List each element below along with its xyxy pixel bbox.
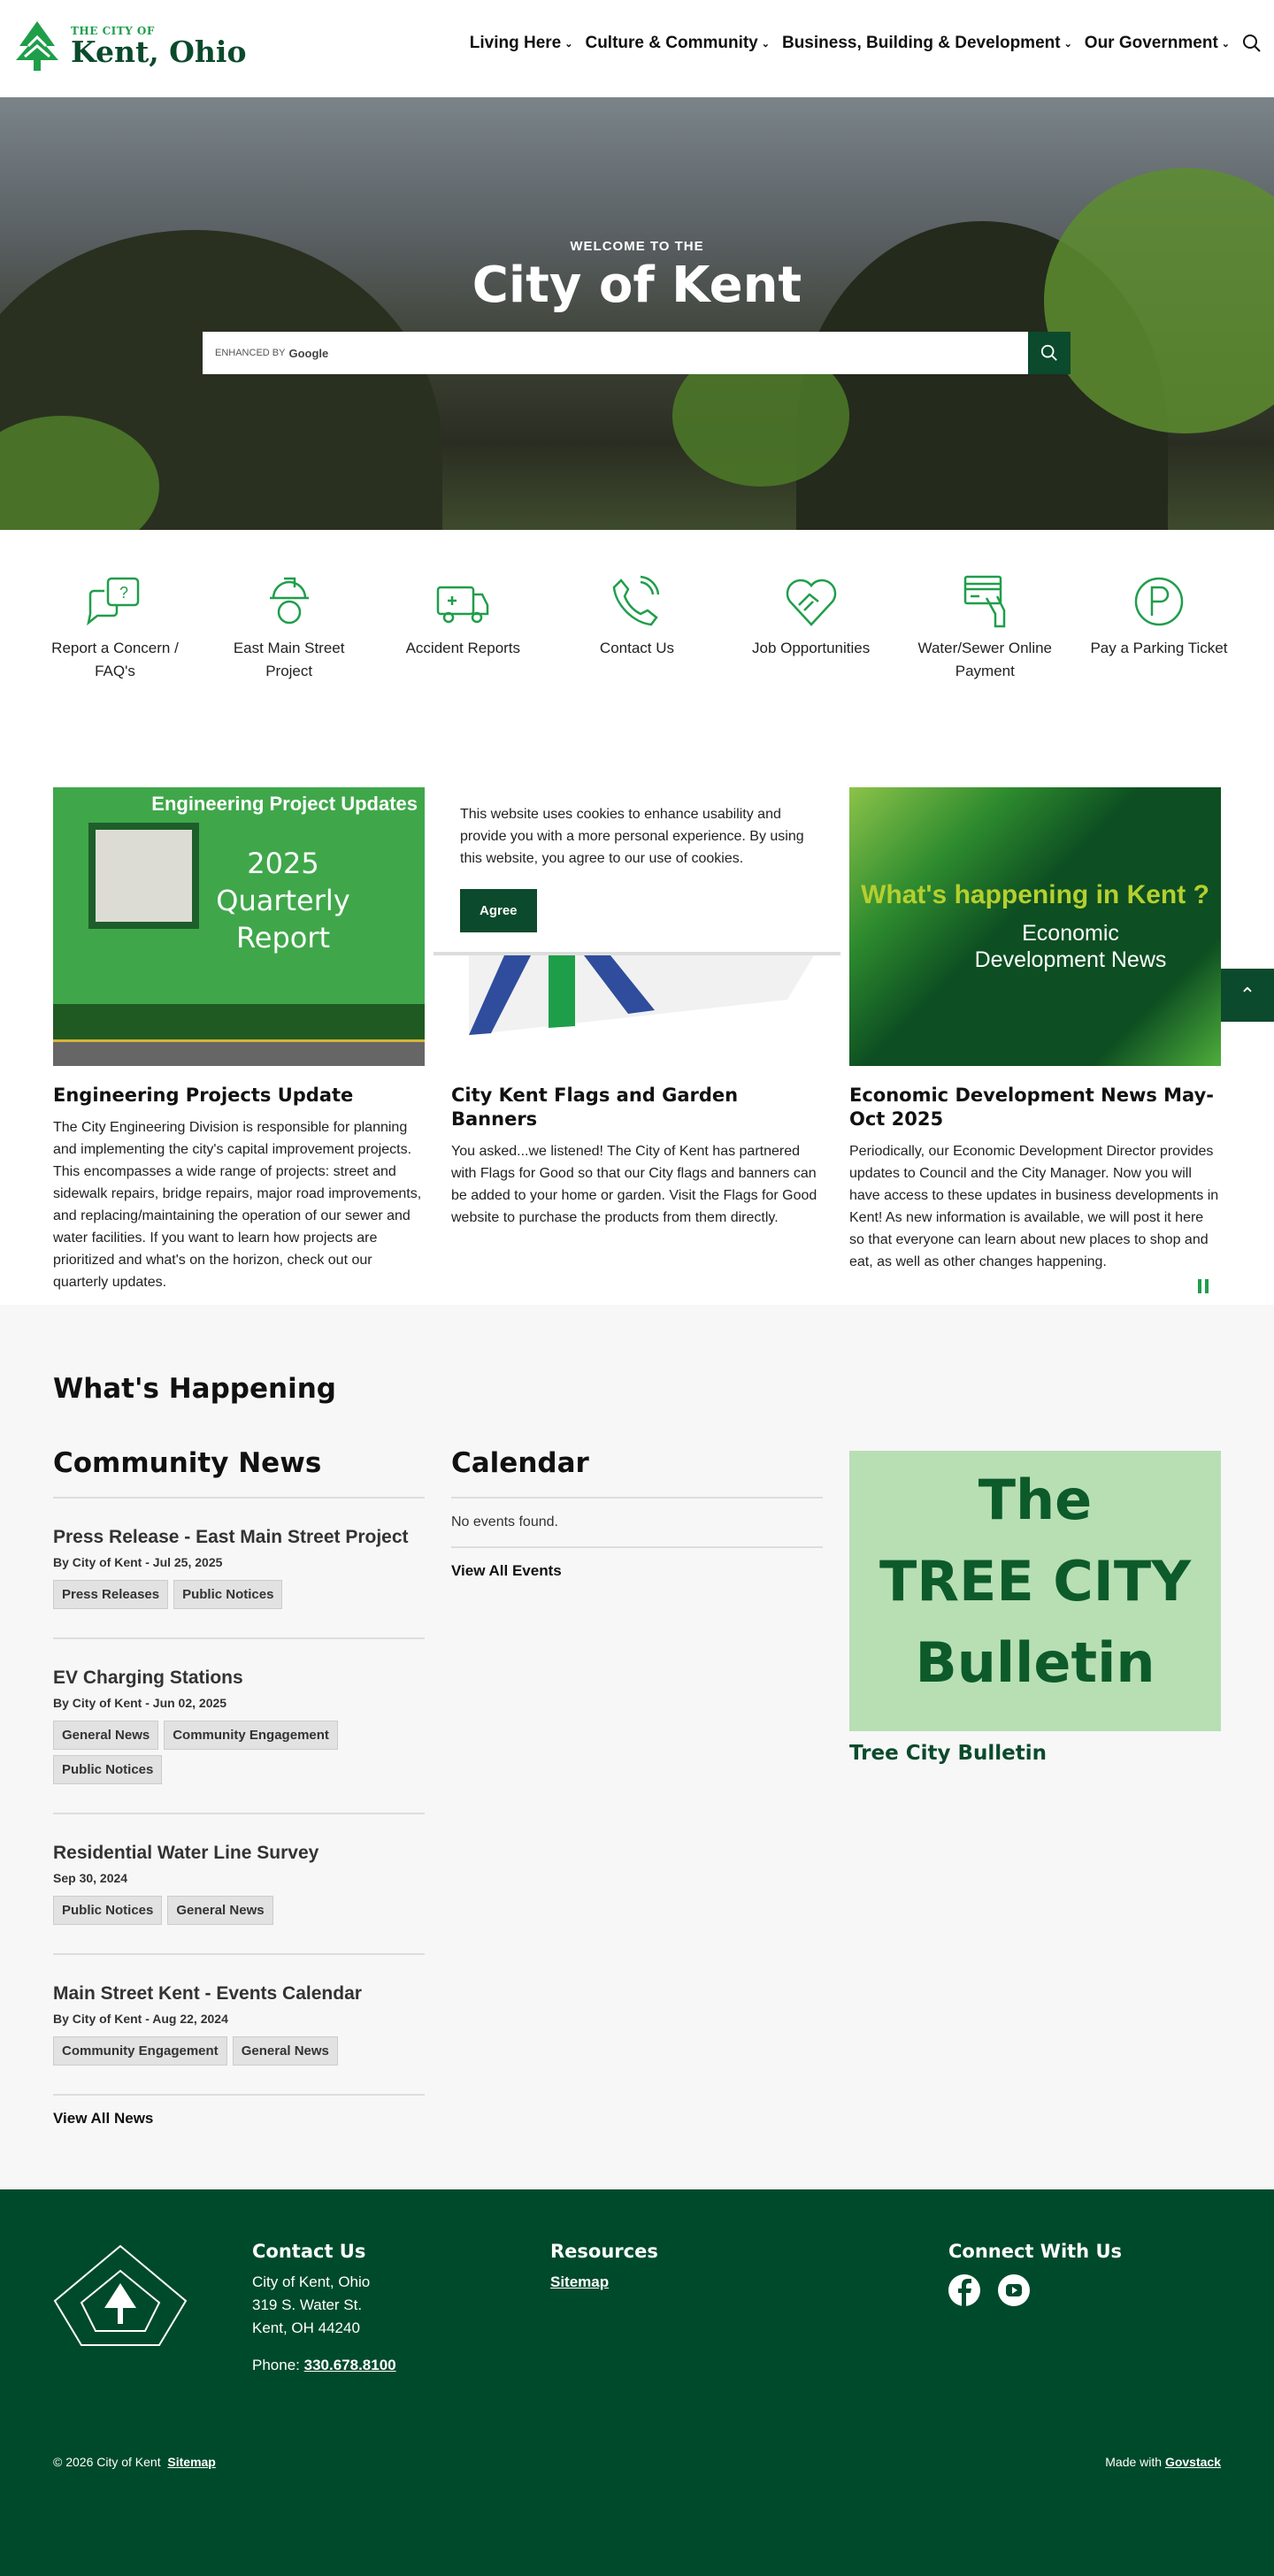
news-item[interactable] — [53, 1955, 425, 2094]
quick-link-label: Accident Reports — [405, 640, 521, 656]
address-line: Kent, OH 44240 — [252, 2319, 360, 2336]
quick-link-label: Contact Us — [599, 640, 675, 656]
news-item[interactable] — [53, 1814, 425, 1953]
phone-icon — [609, 575, 665, 628]
community-news — [53, 1447, 425, 2128]
quick-link-report-concern[interactable] — [35, 575, 195, 683]
card-title: City Kent Flags and Garden Banners — [451, 1085, 739, 1130]
nav-business[interactable] — [782, 34, 1072, 53]
cookie-banner — [434, 787, 840, 955]
nav-label: Culture & Community — [585, 34, 758, 52]
road — [53, 1039, 425, 1066]
news-meta: By City of Kent - Jul 25, 2025 — [53, 1555, 223, 1569]
cookie-agree-button[interactable]: Agree — [460, 889, 537, 932]
hero-welcome: WELCOME TO THE — [570, 239, 704, 254]
bottom-sitemap-link[interactable]: Sitemap — [167, 2455, 216, 2469]
quick-link-label: Job Opportunities — [752, 640, 871, 656]
nav-living-here[interactable] — [470, 34, 573, 53]
news-tag[interactable]: Community Engagement — [53, 2036, 227, 2066]
hardhat-gear-icon — [261, 575, 318, 628]
nav-label: Business, Building & Development — [781, 34, 1061, 52]
site-logo[interactable] — [12, 19, 246, 71]
news-meta: Sep 30, 2024 — [53, 1871, 128, 1885]
news-title[interactable]: Press Release - East Main Street Project — [53, 1527, 409, 1547]
section-title: What's Happening — [53, 1373, 336, 1405]
footer-heading: Connect With Us — [948, 2241, 1122, 2262]
photo-frame — [88, 823, 199, 929]
news-tag[interactable]: General News — [233, 2036, 338, 2066]
chevron-down-icon: ⌄ — [564, 38, 573, 50]
quick-link-east-main[interactable] — [210, 575, 369, 683]
card-text: The City Engineering Division is responsible for planning and implementing the city's capital improvement projects. This encompasses a wide range of projects: street and sidewalk repairs, bridge repairs, major road improvements, and replacing/maintaining the operation of our sewer and water facilities. If you want to learn how projects are prioritized and what's on the horizon, check out our quarterly updates. — [53, 1120, 422, 1290]
quick-link-water-sewer[interactable] — [905, 575, 1064, 683]
ambulance-icon — [434, 575, 491, 628]
sitemap-link[interactable]: Sitemap — [550, 2273, 610, 2290]
footer-contact — [252, 2241, 396, 2377]
news-title[interactable]: EV Charging Stations — [53, 1668, 243, 1688]
logo-name: Kent, Ohio — [71, 34, 247, 69]
calendar-heading: Calendar — [451, 1447, 589, 1479]
bulletin-image: The TREE CITY Bulletin — [849, 1451, 1221, 1731]
nav-culture-community[interactable] — [585, 34, 770, 53]
quick-link-jobs[interactable] — [732, 575, 891, 683]
calendar — [451, 1447, 823, 1580]
quick-link-parking[interactable] — [1079, 575, 1239, 683]
logo-tagline: THE CITY OF — [71, 24, 155, 37]
footer-bottom-left — [53, 2455, 216, 2469]
footer-resources — [550, 2241, 658, 2294]
copyright-text: © 2026 City of Kent — [53, 2455, 161, 2469]
youtube-icon[interactable] — [998, 2274, 1030, 2306]
nav-label: Living Here — [469, 34, 562, 52]
news-meta: By City of Kent - Aug 22, 2024 — [53, 2012, 228, 2026]
news-heading: Community News — [53, 1447, 322, 1479]
feature-card-econ-dev[interactable] — [849, 787, 1221, 1273]
hero-title: City of Kent — [472, 257, 802, 314]
quick-link-label: East Main Street Project — [233, 640, 345, 679]
news-tag[interactable]: Community Engagement — [164, 1721, 338, 1750]
quick-link-label: Pay a Parking Ticket — [1090, 640, 1228, 656]
card-text: Periodically, our Economic Development Director provides updates to Council and the City Manager. Now you will have access to these updates in business developments in Kent! As new information is available, we will post it here so that everyone can learn about new places to shop and eat, as well as other changes happening. — [849, 1144, 1219, 1269]
tree-city-bulletin[interactable] — [849, 1451, 1221, 1765]
news-tag[interactable]: Public Notices — [53, 1896, 162, 1925]
hero-banner — [0, 97, 1274, 530]
news-tag[interactable]: Public Notices — [173, 1580, 282, 1609]
quick-link-label: Water/Sewer Online Payment — [917, 640, 1053, 679]
chevron-down-icon: ⌄ — [761, 38, 770, 50]
footer-bottom-right — [1105, 2455, 1221, 2469]
card-text: You asked...we listened! The City of Kent has partnered with Flags for Good so that our City flags and banners can be added to your home or garden. Visit the Flags for Good website to purchase the products from them directly. — [451, 1144, 817, 1225]
news-title[interactable]: Residential Water Line Survey — [53, 1843, 319, 1863]
site-header — [0, 0, 1274, 97]
econ-dev-image — [849, 787, 1221, 1066]
card-title: Economic Development News May-Oct 2025 — [849, 1085, 1214, 1130]
city-seal-logo — [53, 2244, 188, 2347]
news-title[interactable]: Main Street Kent - Events Calendar — [53, 1983, 362, 2004]
card-title: Engineering Projects Update — [53, 1085, 354, 1106]
chevron-up-icon: ⌃ — [1239, 984, 1256, 1006]
address-line: 319 S. Water St. — [252, 2296, 363, 2313]
quick-link-accident-reports[interactable] — [383, 575, 542, 683]
site-search-input[interactable] — [203, 332, 1028, 374]
nav-government[interactable] — [1085, 34, 1230, 53]
scroll-to-top-button[interactable] — [1221, 969, 1274, 1022]
chevron-band — [53, 1004, 425, 1039]
news-tag[interactable]: General News — [167, 1896, 272, 1925]
view-all-news-link[interactable]: View All News — [53, 2110, 154, 2127]
site-footer — [0, 2189, 1274, 2576]
quick-links — [35, 575, 1239, 683]
pause-icon[interactable] — [1198, 1279, 1201, 1293]
main-nav — [470, 34, 1262, 53]
made-with-text: Made with — [1105, 2455, 1163, 2469]
card-payment-icon — [956, 575, 1013, 628]
news-meta: By City of Kent - Jun 02, 2025 — [53, 1696, 227, 1710]
view-all-events-link[interactable]: View All Events — [451, 1562, 562, 1579]
quick-link-label: Report a Concern / FAQ's — [51, 640, 179, 679]
phone-label: Phone: — [252, 2357, 300, 2373]
address-line: City of Kent, Ohio — [252, 2273, 371, 2290]
feature-card-engineering[interactable] — [53, 787, 425, 1293]
chevron-down-icon: ⌄ — [1221, 38, 1230, 50]
search-brand: Google — [288, 346, 329, 360]
tree-logo-icon — [12, 19, 62, 71]
bulletin-title[interactable]: Tree City Bulletin — [849, 1742, 1047, 1765]
news-item[interactable] — [53, 1499, 425, 1637]
facebook-icon[interactable] — [948, 2274, 980, 2306]
footer-heading: Contact Us — [252, 2241, 366, 2262]
handshake-heart-icon — [783, 575, 840, 628]
cookie-text: This website uses cookies to enhance usability and provide you with a more personal experience. By using this website, you agree to our use of cookies. — [460, 807, 804, 866]
search-button[interactable] — [1028, 332, 1071, 374]
chevron-down-icon: ⌄ — [1063, 38, 1072, 50]
no-events-text: No events found. — [451, 1514, 558, 1530]
parking-icon — [1131, 575, 1187, 628]
govstack-link[interactable]: Govstack — [1164, 2455, 1221, 2469]
svg-text:?: ? — [119, 584, 129, 602]
news-tag[interactable]: Public Notices — [53, 1755, 162, 1784]
news-item[interactable] — [53, 1639, 425, 1813]
image-text: Economic Development News — [974, 921, 1167, 972]
nav-label: Our Government — [1084, 34, 1218, 52]
news-tag[interactable]: General News — [53, 1721, 158, 1750]
footer-heading: Resources — [550, 2241, 658, 2262]
image-caption: Engineering Project Updates — [151, 793, 418, 815]
quick-link-contact-us[interactable] — [557, 575, 717, 683]
footer-connect — [948, 2241, 1122, 2306]
search-icon[interactable] — [1242, 34, 1262, 53]
search-enhanced-label: ENHANCED BY — [215, 348, 286, 358]
news-tag[interactable]: Press Releases — [53, 1580, 168, 1609]
search-icon — [1040, 344, 1058, 362]
image-caption: What's happening in Kent ? — [861, 880, 1209, 909]
phone-link[interactable]: 330.678.8100 — [303, 2357, 396, 2373]
chat-question-icon — [87, 575, 143, 628]
image-text: 2025 Quarterly Report — [216, 847, 350, 954]
engineering-report-image — [53, 787, 425, 1066]
